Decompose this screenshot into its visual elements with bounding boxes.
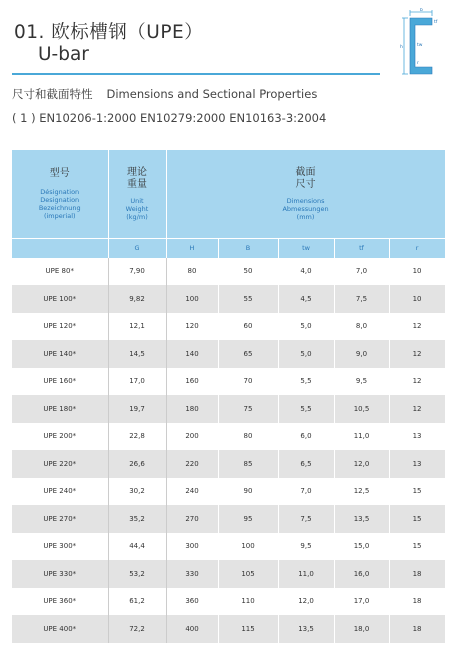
cell-r: 13: [389, 450, 445, 478]
cell-tf: 16,0: [334, 560, 389, 588]
cell-weight: 12,1: [108, 313, 166, 341]
cell-designation: UPE 220*: [12, 450, 108, 478]
properties-table: [12, 150, 446, 643]
cell-h: 400: [166, 615, 218, 643]
cell-tf: 7,5: [334, 285, 389, 313]
symbol-designation: [12, 238, 108, 258]
table-row: [12, 450, 445, 478]
cell-tw: 5,0: [278, 313, 334, 341]
cell-tw: 4,5: [278, 285, 334, 313]
cell-designation: UPE 330*: [12, 560, 108, 588]
cell-r: 12: [389, 340, 445, 368]
cell-h: 80: [166, 258, 218, 286]
cell-designation: UPE 100*: [12, 285, 108, 313]
u-channel-profile-diagram: [400, 8, 448, 78]
symbol-b: B: [218, 238, 278, 258]
header-weight-sub-1: Weight: [125, 204, 149, 213]
properties-table-wrapper: [12, 150, 445, 643]
table-row: [12, 615, 445, 643]
cell-designation: UPE 80*: [12, 258, 108, 286]
cell-r: 15: [389, 533, 445, 561]
profile-label-tw: tw: [417, 43, 423, 48]
cell-tf: 8,0: [334, 313, 389, 341]
cell-b: 105: [218, 560, 278, 588]
header-designation-sub-2: Bezeichnung: [38, 203, 81, 212]
table-row: [12, 588, 445, 616]
profile-label-r: r: [417, 61, 419, 66]
cell-weight: 72,2: [108, 615, 166, 643]
cell-weight: 61,2: [108, 588, 166, 616]
section-heading-cn: 尺寸和截面特性: [12, 87, 93, 101]
cell-weight: 14,5: [108, 340, 166, 368]
cell-tf: 7,0: [334, 258, 389, 286]
header-weight: [108, 150, 166, 238]
header-weight-sub-0: Unit: [130, 196, 144, 205]
header-weight-cn-0: 理论: [127, 166, 147, 178]
cell-h: 200: [166, 423, 218, 451]
cell-h: 220: [166, 450, 218, 478]
table-row: [12, 395, 445, 423]
standards-line: ( 1 ) EN10206-1:2000 EN10279:2000 EN10163-3:2004: [12, 111, 327, 125]
cell-h: 240: [166, 478, 218, 506]
header-dimensions: [166, 150, 445, 238]
cell-b: 70: [218, 368, 278, 396]
header-dimensions-cn-1: 尺寸: [295, 178, 316, 190]
cell-r: 12: [389, 313, 445, 341]
symbol-tw: tw: [278, 238, 334, 258]
header-designation-sub-3: (imperial): [43, 211, 76, 220]
header-designation: [12, 150, 108, 238]
cell-r: 18: [389, 588, 445, 616]
cell-h: 180: [166, 395, 218, 423]
cell-h: 360: [166, 588, 218, 616]
cell-h: 330: [166, 560, 218, 588]
cell-b: 75: [218, 395, 278, 423]
cell-b: 50: [218, 258, 278, 286]
cell-tf: 10,5: [334, 395, 389, 423]
symbol-r: r: [389, 238, 445, 258]
table-row: [12, 340, 445, 368]
cell-r: 12: [389, 368, 445, 396]
header-designation-sub-1: Designation: [40, 195, 80, 204]
cell-b: 65: [218, 340, 278, 368]
cell-designation: UPE 140*: [12, 340, 108, 368]
cell-r: 10: [389, 258, 445, 286]
cell-weight: 7,90: [108, 258, 166, 286]
title-divider: [12, 73, 380, 75]
cell-tw: 11,0: [278, 560, 334, 588]
page-title: 01. 欧标槽钢（UPE）: [14, 22, 204, 43]
cell-tf: 9,5: [334, 368, 389, 396]
cell-tw: 7,5: [278, 505, 334, 533]
cell-designation: UPE 240*: [12, 478, 108, 506]
table-row: [12, 505, 445, 533]
cell-r: 15: [389, 505, 445, 533]
cell-tf: 12,5: [334, 478, 389, 506]
header-weight-sub-2: (kg/m): [126, 212, 148, 221]
cell-b: 85: [218, 450, 278, 478]
cell-r: 10: [389, 285, 445, 313]
symbol-g: G: [108, 238, 166, 258]
cell-designation: UPE 360*: [12, 588, 108, 616]
table-row: [12, 560, 445, 588]
cell-tw: 7,0: [278, 478, 334, 506]
header-designation-sub-0: Désignation: [40, 187, 80, 196]
table-row: [12, 533, 445, 561]
cell-weight: 26,6: [108, 450, 166, 478]
cell-r: 12: [389, 395, 445, 423]
header-weight-cn-1: 重量: [127, 178, 147, 190]
cell-weight: 22,8: [108, 423, 166, 451]
cell-designation: UPE 400*: [12, 615, 108, 643]
cell-h: 120: [166, 313, 218, 341]
cell-tw: 4,0: [278, 258, 334, 286]
cell-r: 15: [389, 478, 445, 506]
header-dimensions-sub-0: Dimensions: [286, 196, 325, 205]
cell-b: 90: [218, 478, 278, 506]
cell-weight: 19,7: [108, 395, 166, 423]
cell-b: 55: [218, 285, 278, 313]
cell-weight: 30,2: [108, 478, 166, 506]
cell-r: 18: [389, 560, 445, 588]
cell-weight: 53,2: [108, 560, 166, 588]
cell-r: 18: [389, 615, 445, 643]
cell-weight: 17,0: [108, 368, 166, 396]
table-row: [12, 423, 445, 451]
cell-h: 140: [166, 340, 218, 368]
section-heading-en: Dimensions and Sectional Properties: [106, 87, 318, 101]
cell-tw: 12,0: [278, 588, 334, 616]
cell-tf: 11,0: [334, 423, 389, 451]
cell-tw: 6,0: [278, 423, 334, 451]
cell-b: 80: [218, 423, 278, 451]
section-heading: [12, 86, 317, 102]
cell-b: 115: [218, 615, 278, 643]
cell-h: 100: [166, 285, 218, 313]
cell-tw: 5,0: [278, 340, 334, 368]
cell-tw: 13,5: [278, 615, 334, 643]
cell-designation: UPE 200*: [12, 423, 108, 451]
cell-tf: 13,5: [334, 505, 389, 533]
cell-r: 13: [389, 423, 445, 451]
symbol-tf: tf: [334, 238, 389, 258]
cell-designation: UPE 120*: [12, 313, 108, 341]
cell-weight: 35,2: [108, 505, 166, 533]
table-row: [12, 478, 445, 506]
cell-b: 95: [218, 505, 278, 533]
table-row: [12, 285, 445, 313]
cell-designation: UPE 160*: [12, 368, 108, 396]
header-dimensions-sub-2: (mm): [296, 212, 315, 221]
cell-designation: UPE 180*: [12, 395, 108, 423]
cell-h: 300: [166, 533, 218, 561]
cell-tw: 5,5: [278, 368, 334, 396]
profile-label-b: b: [420, 8, 423, 13]
cell-tf: 9,0: [334, 340, 389, 368]
cell-tw: 5,5: [278, 395, 334, 423]
cell-h: 160: [166, 368, 218, 396]
header-dimensions-cn-0: 截面: [295, 166, 316, 178]
header-dimensions-sub-1: Abmessungen: [282, 204, 329, 213]
cell-tf: 18,0: [334, 615, 389, 643]
cell-b: 110: [218, 588, 278, 616]
cell-tf: 12,0: [334, 450, 389, 478]
header-designation-cn: 型号: [49, 167, 70, 179]
cell-b: 60: [218, 313, 278, 341]
table-row: [12, 258, 445, 286]
profile-label-tf: tf: [434, 20, 438, 25]
cell-weight: 44,4: [108, 533, 166, 561]
cell-h: 270: [166, 505, 218, 533]
table-body: [12, 258, 445, 643]
cell-tw: 6,5: [278, 450, 334, 478]
table-row: [12, 368, 445, 396]
page-subtitle: U-bar: [38, 44, 89, 65]
cell-tw: 9,5: [278, 533, 334, 561]
cell-b: 100: [218, 533, 278, 561]
profile-label-h: h: [400, 45, 403, 50]
cell-tf: 15,0: [334, 533, 389, 561]
cell-tf: 17,0: [334, 588, 389, 616]
cell-designation: UPE 300*: [12, 533, 108, 561]
symbol-h: H: [166, 238, 218, 258]
table-row: [12, 313, 445, 341]
cell-weight: 9,82: [108, 285, 166, 313]
cell-designation: UPE 270*: [12, 505, 108, 533]
